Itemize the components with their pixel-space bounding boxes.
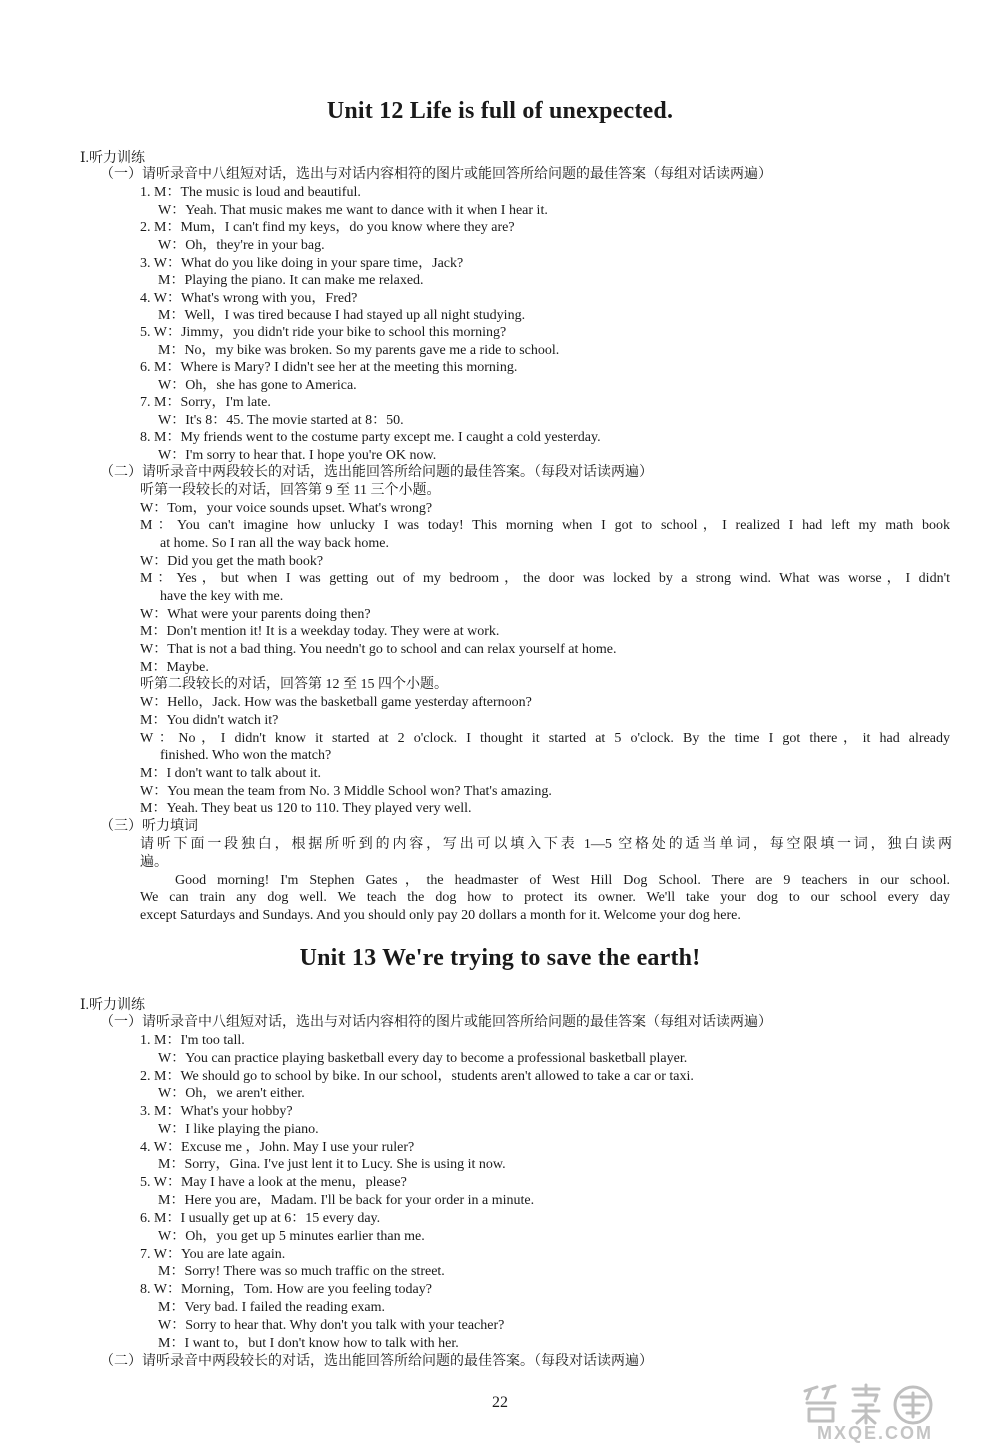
u12-conversation-line: W：Did you get the math book?	[140, 554, 324, 569]
u13-dialogue-line: M：I want to，but I don't know how to talk with her.	[158, 1336, 459, 1351]
u12-dialogue-line: 4. W：What's wrong with you，Fred?	[140, 291, 358, 306]
u12-section-3-heading: （三）听力填词	[100, 819, 198, 834]
u12-section-1-heading: （一）请听录音中八组短对话，选出与对话内容相符的图片或能回答所给问题的最佳答案（每组对话读两遍）	[100, 167, 772, 182]
u12-dialogue-line: 8. M：My friends went to the costume party except me. I caught a cold yesterday.	[140, 430, 601, 445]
u12-conversation-line: M：Maybe.	[140, 660, 209, 675]
u12-conversation-line: M：Don't mention it! It is a weekday today. They were at work.	[140, 624, 500, 639]
u12-dialogue-line: W：Oh，she has gone to America.	[158, 378, 357, 393]
u13-section-1-heading: （一）请听录音中八组短对话，选出与对话内容相符的图片或能回答所给问题的最佳答案（每组对话读两遍）	[100, 1015, 772, 1030]
unit-12-title: Unit 12 Life is full of unexpected.	[326, 98, 674, 124]
u12-section-3-instructions: 请听下面一段独白，根据所听到的内容，写出可以填入下表 1—5 空格处的适当单词，每空限填一词，独白读两	[140, 837, 952, 852]
u12-dialogue-line: 3. W：What do you like doing in your spare time，Jack?	[140, 256, 464, 271]
u12-conversation-line: W：Hello，Jack. How was the basketball game yesterday afternoon?	[140, 695, 532, 710]
u12-section-3-instructions: 遍。	[140, 855, 168, 870]
unit-13-title: Unit 13 We're trying to save the earth!	[299, 945, 701, 971]
u13-dialogue-line: 3. M：What's your hobby?	[140, 1104, 293, 1119]
u12-conversation-line: at home. So I ran all the way back home.	[160, 536, 389, 551]
u12-dialogue-line: 2. M：Mum，I can't find my keys，do you know where they are?	[140, 220, 515, 235]
u13-dialogue-line: W：I like playing the piano.	[158, 1122, 319, 1137]
u12-conversation-line: W：You mean the team from No. 3 Middle School won? That's amazing.	[140, 784, 552, 799]
u13-dialogue-line: 2. M：We should go to school by bike. In our school，students aren't allowed to take a car or taxi.	[140, 1069, 694, 1084]
u12-conversation-line: W：What were your parents doing then?	[140, 607, 371, 622]
u12-dialogue-line: 5. W：Jimmy，you didn't ride your bike to school this morning?	[140, 325, 507, 340]
u12-conversation-2-intro: 听第二段较长的对话，回答第 12 至 15 四个小题。	[140, 677, 448, 692]
u12-conversation-line: M：Yes，but when I was getting out of my bedroom，the door was locked by a strong wind. What was worse，I didn't	[140, 571, 950, 586]
u12-dialogue-line: 6. M：Where is Mary? I didn't see her at the meeting this morning.	[140, 360, 518, 375]
u12-dialogue-line: 7. M：Sorry，I'm late.	[140, 395, 271, 410]
u12-conversation-line: W：Tom，your voice sounds upset. What's wrong?	[140, 501, 433, 516]
watermark-logo	[795, 1383, 990, 1443]
u12-conversation-line: W：No，I didn't know it started at 2 o'clock. I thought it started at 5 o'clock. By the time I got there，it had already	[140, 731, 950, 746]
page-number: 22	[492, 1394, 508, 1411]
u12-conversation-line: M：You didn't watch it?	[140, 713, 279, 728]
u12-conversation-line: M：Yeah. They beat us 120 to 110. They played very well.	[140, 801, 472, 816]
u12-dialogue-line: W：It's 8：45. The movie started at 8：50.	[158, 413, 404, 428]
svg-text:MXQE.COM: MXQE.COM	[817, 1423, 934, 1443]
u13-part-heading: Ⅰ.听力训练	[80, 998, 146, 1013]
u12-dialogue-line: W：Yeah. That music makes me want to dance with it when I hear it.	[158, 203, 548, 218]
u13-dialogue-line: W：You can practice playing basketball every day to become a professional basketball player.	[158, 1051, 688, 1066]
u13-dialogue-line: 6. M：I usually get up at 6：15 every day.	[140, 1211, 381, 1226]
u12-dialogue-line: M：Well，I was tired because I had stayed up all night studying.	[158, 308, 526, 323]
u12-dialogue-line: 1. M：The music is loud and beautiful.	[140, 185, 361, 200]
u13-dialogue-line: 5. W：May I have a look at the menu，please?	[140, 1175, 407, 1190]
u12-conversation-line: finished. Who won the match?	[160, 748, 332, 763]
u13-dialogue-line: 7. W：You are late again.	[140, 1247, 286, 1262]
u13-dialogue-line: M：Here you are，Madam. I'll be back for your order in a minute.	[158, 1193, 535, 1208]
u13-dialogue-line: W：Oh，you get up 5 minutes earlier than me.	[158, 1229, 425, 1244]
u12-conversation-line: M：You can't imagine how unlucky I was today! This morning when I got to school，I realized I had left my math book	[140, 518, 950, 533]
u13-dialogue-line: W：Oh，we aren't either.	[158, 1086, 305, 1101]
u12-conversation-line: M：I don't want to talk about it.	[140, 766, 322, 781]
u13-dialogue-line: M：Sorry，Gina. I've just lent it to Lucy. She is using it now.	[158, 1157, 506, 1172]
u12-conversation-line: W：That is not a bad thing. You needn't go to school and can relax yourself at home.	[140, 642, 617, 657]
u13-section-2-heading: （二）请听录音中两段较长的对话，选出能回答所给问题的最佳答案。（每段对话读两遍）	[100, 1354, 653, 1369]
u12-dialogue-line: W：I'm sorry to hear that. I hope you're OK now.	[158, 448, 437, 463]
u12-section-2-heading: （二）请听录音中两段较长的对话，选出能回答所给问题的最佳答案。（每段对话读两遍）	[100, 465, 653, 480]
u12-part-heading: Ⅰ.听力训练	[80, 151, 146, 166]
u12-dialogue-line: M：No，my bike was broken. So my parents gave me a ride to school.	[158, 343, 560, 358]
u12-monologue: We can train any dog well. We teach the dog how to protect its owner. We'll take your dog to our school every day	[140, 890, 950, 905]
u13-dialogue-line: 8. W：Morning，Tom. How are you feeling today?	[140, 1282, 432, 1297]
u13-dialogue-line: M：Sorry! There was so much traffic on the street.	[158, 1264, 445, 1279]
u12-conversation-1-intro: 听第一段较长的对话，回答第 9 至 11 三个小题。	[140, 483, 441, 498]
u12-dialogue-line: M：Playing the piano. It can make me relaxed.	[158, 273, 424, 288]
u12-monologue: Good morning! I'm Stephen Gates，the headmaster of West Hill Dog School. There are 9 teachers in our school.	[175, 873, 950, 888]
u13-dialogue-line: 4. W：Excuse me ，John. May I use your ruler?	[140, 1140, 415, 1155]
u12-dialogue-line: W：Oh，they're in your bag.	[158, 238, 325, 253]
u12-monologue: except Saturdays and Sundays. And you should only pay 20 dollars a month for it. Welcome your dog here.	[140, 908, 741, 923]
u12-conversation-line: have the key with me.	[160, 589, 284, 604]
u13-dialogue-line: M：Very bad. I failed the reading exam.	[158, 1300, 386, 1315]
u13-dialogue-line: W：Sorry to hear that. Why don't you talk with your teacher?	[158, 1318, 505, 1333]
u13-dialogue-line: 1. M：I'm too tall.	[140, 1033, 245, 1048]
